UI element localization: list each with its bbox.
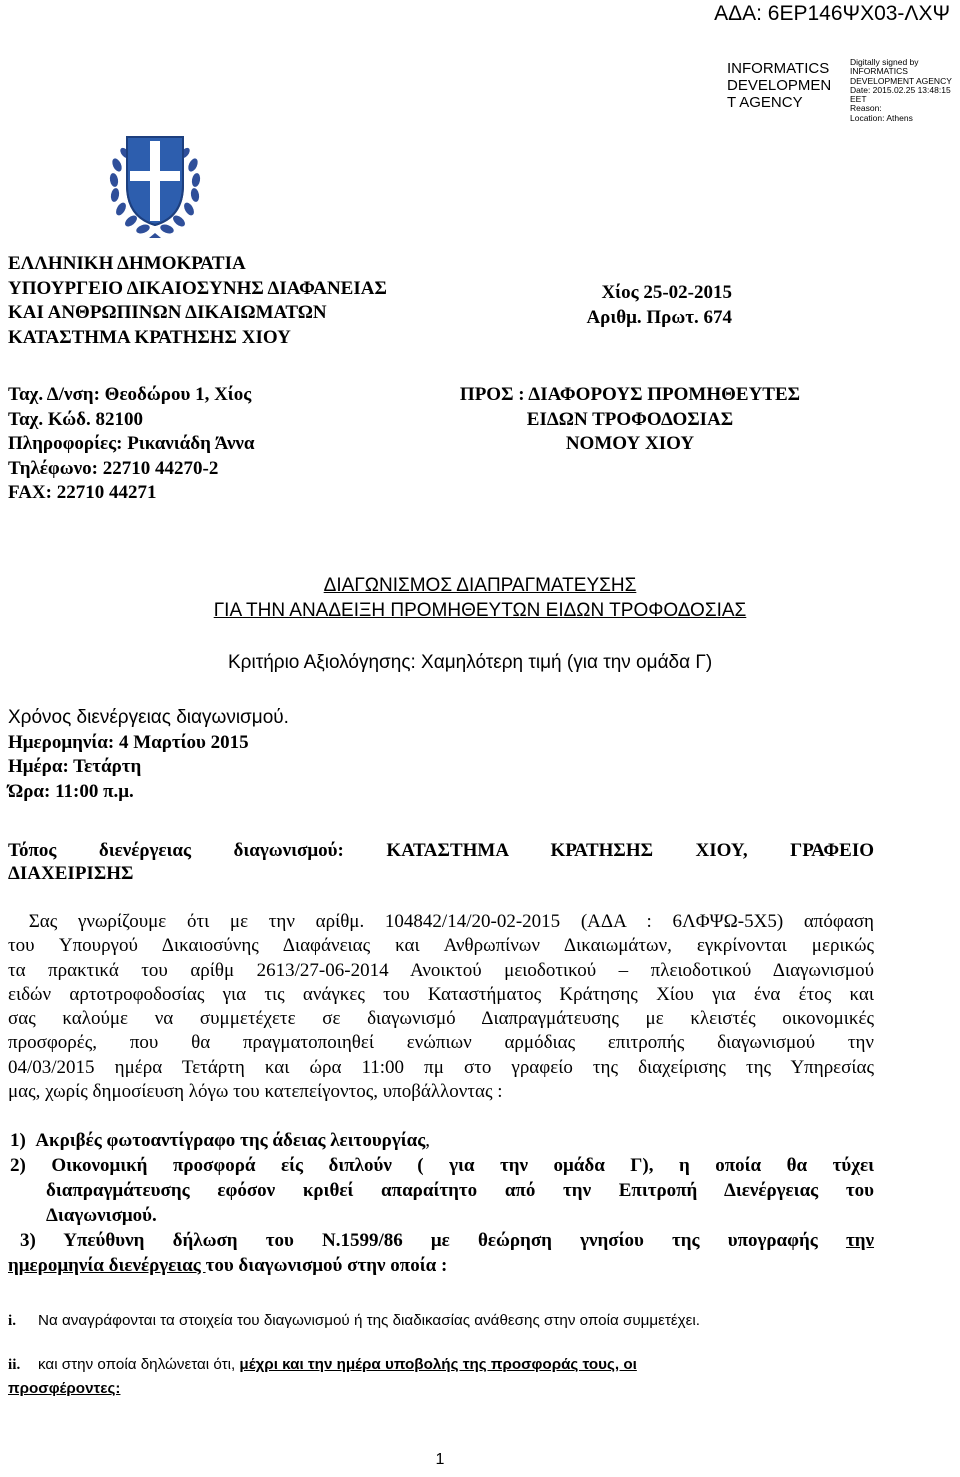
- list-item: 2) Οικονομική προσφορά είς διπλούν ( για την ομάδα Γ), η οποία θα τύχει: [10, 1155, 874, 1176]
- signature-detail-line: Digitally signed by: [850, 57, 919, 67]
- date-protocol-block: [557, 281, 732, 330]
- document-title: [0, 573, 960, 623]
- evaluation-criterion: Κριτήριο Αξιολόγησης: Χαμηλότερη τιμή (για την ομάδα Γ): [228, 652, 713, 673]
- required-documents-list: [8, 1128, 874, 1278]
- header-line: ΥΠΟΥΡΓΕΙΟ ΔΙΚΑΙΟΣΥΝΗΣ ΔΙΑΦΑΝΕΙΑΣ: [8, 277, 387, 299]
- title-line: ΔΙΑΓΩΝΙΣΜΟΣ ΔΙΑΠΡΑΓΜΑΤΕΥΣΗΣ: [323, 575, 637, 596]
- signature-detail-line: INFORMATICS: [850, 66, 908, 77]
- note-item: ii. και στην οποία δηλώνεται ότι, μέχρι και την ημέρα υποβολής της προσφοράς τους, οι: [8, 1356, 637, 1373]
- greek-coat-of-arms-icon: [107, 125, 203, 240]
- header-line: ΚΑΤΑΣΤΗΜΑ ΚΡΑΤΗΣΗΣ ΧΙΟΥ: [8, 326, 291, 348]
- declaration-notes: [8, 1312, 700, 1397]
- list-item-continued: Διαγωνισμού.: [46, 1205, 157, 1226]
- address-line: Τηλέφωνο: 22710 44270-2: [8, 457, 219, 479]
- address-line: Ταχ. Κώδ. 82100: [8, 408, 143, 430]
- schedule-time: Ώρα: 11:00 π.μ.: [8, 780, 134, 802]
- list-item-continued: διαπραγμάτευσης εφόσον κριθεί απαραίτητο από την Επιτροπή Διενέργειας του: [46, 1180, 874, 1201]
- header-line: ΕΛΛΗΝΙΚΗ ΔΗΜΟΚΡΑΤΙΑ: [8, 253, 246, 274]
- body-line: 04/03/2015 ημέρα Τετάρτη και ώρα 11:00 πμ στο γραφείο της διαχείρισης της Υπηρεσίας: [8, 1056, 874, 1078]
- venue-line-continued: ΔΙΑΧΕΙΡΙΣΗΣ: [8, 863, 134, 884]
- note-item: i. Να αναγράφονται τα στοιχεία του διαγωνισμού ή της διαδικασίας ανάθεσης στην οποία συμμετέχει.: [8, 1312, 701, 1329]
- signature-detail-line: Reason:: [850, 103, 882, 114]
- address-line: FAX: 22710 44271: [8, 482, 157, 503]
- schedule-label: Χρόνος διενέργειας διαγωνισμού.: [8, 707, 289, 728]
- signature-detail-line: Location: Athens: [850, 112, 913, 123]
- title-line: ΓΙΑ ΤΗΝ ΑΝΑΔΕΙΞΗ ΠΡΟΜΗΘΕΥΤΩΝ ΕΙΔΩΝ ΤΡΟΦΟΔΟΣΙΑΣ: [213, 600, 747, 621]
- note-item-continued: προσφέροντες:: [8, 1380, 121, 1397]
- signature-detail-line: DEVELOPMENT AGENCY: [850, 75, 952, 86]
- address-line: Ταχ. Δ/νση: Θεοδώρου 1, Χίος: [8, 384, 252, 405]
- body-line: του Υπουργού Δικαιοσύνης Διαφάνειας και Ανθρωπίνων Δικαιωμάτων, εγκρίνονται μερικώς: [8, 935, 874, 957]
- body-line: Σας γνωρίζουμε ότι με την αρίθμ. 104842/14/20-02-2015 (ΑΔΑ : 6ΛΦΨΩ-5Χ5) απόφαση: [8, 911, 874, 932]
- ada-code: ΑΔΑ: 6ΕΡ146ΨΧ03-ΛΧΨ: [714, 2, 950, 25]
- recipients-block: [420, 383, 840, 457]
- schedule-block: [8, 706, 289, 804]
- signature-detail-line: Date: 2015.02.25 13:48:15: [850, 84, 951, 95]
- recipient-line: ΠΡΟΣ : ΔΙΑΦΟΡΟΥΣ ΠΡΟΜΗΘΕΥΤΕΣ: [459, 384, 801, 405]
- protocol-number: Αριθμ. Πρωτ. 674: [586, 306, 732, 328]
- body-line: μας, χωρίς δημοσίευση λόγω του κατεπείγοντος, υποβάλλοντας :: [8, 1081, 503, 1103]
- signature-org-line: T AGENCY: [727, 94, 803, 111]
- document-date: Χίος 25-02-2015: [601, 282, 732, 303]
- body-paragraph: [8, 910, 874, 1104]
- address-line: Πληροφορίες: Ρικανιάδη Άννα: [8, 433, 255, 454]
- schedule-day: Ημέρα: Τετάρτη: [8, 756, 142, 777]
- address-block: [8, 383, 255, 506]
- venue-line: Τόπος διενέργειας διαγωνισμού: ΚΑΤΑΣΤΗΜΑ ΚΡΑΤΗΣΗΣ ΧΙΟΥ, ΓΡΑΦΕΙΟ: [8, 840, 874, 861]
- signature-org-line: DEVELOPMEN: [727, 77, 832, 94]
- signature-details: [850, 58, 952, 123]
- signature-org-line: INFORMATICS: [727, 60, 830, 77]
- list-item: 1) Ακριβές φωτοαντίγραφο της άδειας λειτουργίας,: [10, 1130, 430, 1151]
- body-line: τα πρακτικά του αρίθμ 2613/27-06-2014 Ανοικτού μειοδοτικού – πλειοδοτικού Διαγωνισμού: [8, 959, 874, 981]
- body-line: ειδών αρτοτροφοδοσίας για τις ανάγκες του Καταστήματος Κράτησης Χίου για ένα έτος και: [8, 983, 874, 1005]
- schedule-date: Ημερομηνία: 4 Μαρτίου 2015: [8, 731, 249, 753]
- recipient-line: ΝΟΜΟΥ ΧΙΟΥ: [565, 433, 695, 454]
- list-item: 3) Υπεύθυνη δήλωση του Ν.1599/86 με θεώρηση γνησίου της υπογραφής την: [20, 1230, 875, 1251]
- recipient-line: ΕΙΔΩΝ ΤΡΟΦΟΔΟΣΙΑΣ: [526, 408, 734, 430]
- body-line: σας καλούμε να συμμετέχετε σε διαγωνισμό Διαπραγμάτευσης με κλειστές οικονομικές: [8, 1008, 874, 1030]
- signature-detail-line: EET: [850, 94, 867, 105]
- page-number: 1: [435, 1451, 445, 1468]
- signature-organization: [727, 60, 831, 111]
- list-item-continued: ημερομηνία διενέργειας του διαγωνισμού στην οποία :: [8, 1255, 448, 1276]
- body-line: προσφορές, που θα πραγματοποιηθεί ενώπιων αρμόδιας επιτροπής διαγωνισμού την: [8, 1032, 874, 1054]
- ministry-header: [8, 252, 387, 350]
- header-line: ΚΑΙ ΑΝΘΡΩΠΙΝΩΝ ΔΙΚΑΙΩΜΑΤΩΝ: [8, 302, 327, 323]
